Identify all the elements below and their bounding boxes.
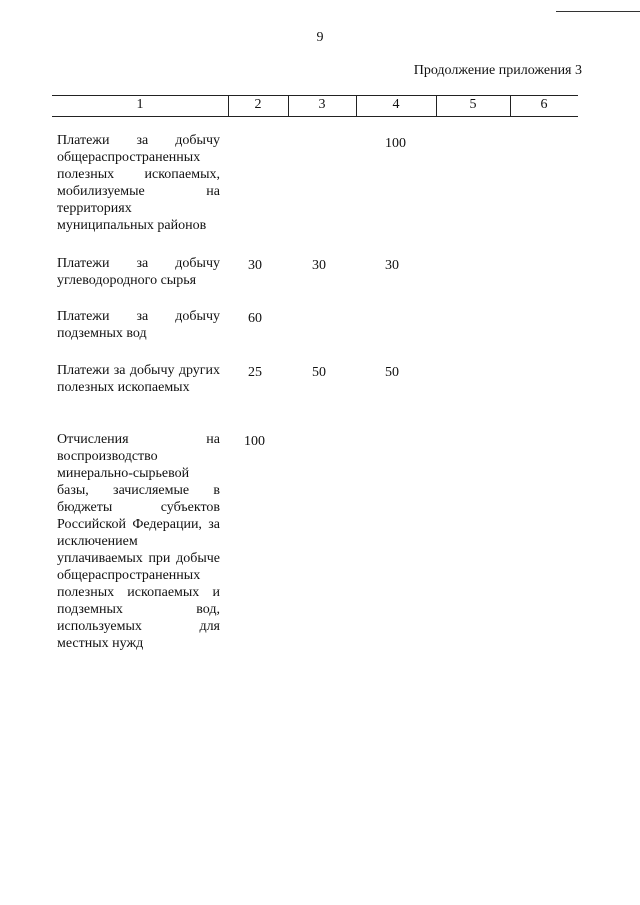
column-number: 2 [254, 97, 262, 112]
column-number: 1 [136, 97, 144, 112]
row-value: 100 [385, 136, 406, 151]
column-number: 5 [469, 97, 477, 112]
table-header-bottom-border [52, 116, 578, 117]
row-label: Платежи за добычу углеводородного сырья [57, 256, 220, 288]
row-value: 50 [385, 365, 399, 380]
row-value: 30 [248, 258, 262, 273]
row-label: Платежи за добычу подземных вод [57, 309, 220, 341]
row-value: 100 [244, 434, 265, 449]
row-value: 30 [385, 258, 399, 273]
row-value: 25 [248, 365, 262, 380]
column-number: 3 [318, 97, 326, 112]
row-value: 50 [312, 365, 326, 380]
column-number: 6 [540, 97, 548, 112]
column-number: 4 [392, 97, 400, 112]
row-label: Отчисления на воспроизводство минерально-сырьевой базы, зачисляемые в бюджеты субъектов Российской Федерации, за исключением уплачиваемых при добыче общераспространенных полезных ископаемых и подземных вод, используемых для местных нужд [57, 432, 220, 651]
continuation-caption: Продолжение приложения 3 [413, 63, 582, 78]
row-value: 60 [248, 311, 262, 326]
row-label: Платежи за добычу других полезных ископаемых [57, 363, 220, 395]
row-label: Платежи за добычу общераспространенных полезных ископаемых, мобилизуемые на территориях муниципальных районов [57, 133, 220, 233]
top-edge-rule [556, 11, 640, 12]
page-number: 9 [316, 30, 324, 45]
row-value: 30 [312, 258, 326, 273]
